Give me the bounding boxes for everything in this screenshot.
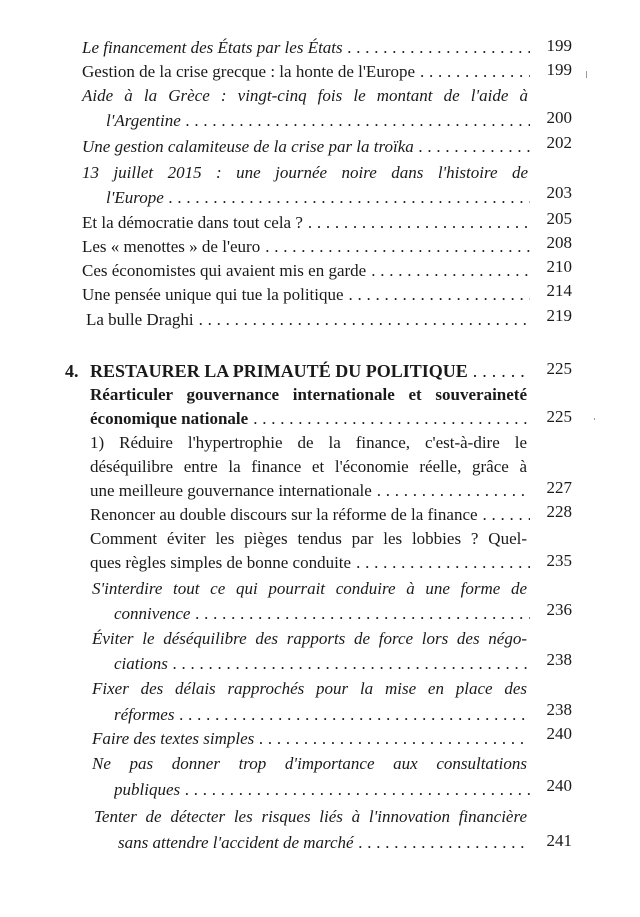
toc-entry — [82, 283, 530, 307]
leader-dots — [180, 778, 530, 802]
toc-entry-title: Renoncer au double discours sur la réforme de la finance — [90, 505, 478, 524]
toc-entry-line: Aide à la Grèce : vingt-cinq fois le montant de l'aide à — [82, 86, 528, 105]
leader-dots — [164, 186, 530, 210]
toc-page-number: 214 — [546, 281, 572, 300]
toc-entry-line: S'interdire tout ce qui pourrait conduire à une forme de — [92, 579, 527, 598]
toc-entry-title: Une gestion calamiteuse de la crise par la troïka — [82, 137, 414, 156]
toc-entry — [106, 186, 530, 210]
toc-entry — [90, 551, 530, 575]
toc-entry — [106, 109, 530, 133]
leader-dots — [366, 259, 530, 283]
toc-page-number: 208 — [546, 233, 572, 252]
toc-page-number: 202 — [546, 133, 572, 152]
toc-page-number: 203 — [546, 183, 572, 202]
chapter-page-number: 225 — [546, 359, 572, 378]
leader-dots — [478, 503, 530, 527]
leader-dots — [414, 135, 530, 159]
leader-dots — [174, 703, 530, 727]
leader-dots — [168, 652, 530, 676]
toc-page-number: 238 — [546, 700, 572, 719]
toc-page-number: 238 — [546, 650, 572, 669]
toc-entry-title: une meilleure gouvernance internationale — [90, 481, 372, 500]
toc-page-number: 240 — [546, 724, 572, 743]
chapter-heading — [90, 359, 530, 383]
toc-page-number: 219 — [546, 306, 572, 325]
leader-dots — [190, 602, 530, 626]
toc-entry — [90, 503, 530, 527]
toc-entry-title: Et la démocratie dans tout cela ? — [82, 213, 303, 232]
toc-entry — [90, 407, 530, 431]
toc-entry-title: Une pensée unique qui tue la politique — [82, 285, 344, 304]
toc-entry-title: ques règles simples de bonne conduite — [90, 553, 352, 572]
toc-page-number: 236 — [546, 600, 572, 619]
toc-page-number: 228 — [546, 502, 572, 521]
toc-entry-title: Le financement des États par les États — [82, 38, 343, 57]
toc-page-number: 235 — [546, 551, 572, 570]
toc-entry-line: 13 juillet 2015 : une journée noire dans l'histoire de — [82, 163, 528, 182]
toc-page-number: 225 — [546, 407, 572, 426]
toc-entry-title: réformes — [114, 705, 175, 724]
toc-entry-title: publiques — [114, 780, 181, 799]
toc-page-number: 227 — [546, 478, 572, 497]
toc-page-number: 205 — [546, 209, 572, 228]
toc-entry — [114, 778, 530, 802]
toc-entry-line: déséquilibre entre la finance et l'économie réelle, grâce à — [90, 457, 527, 476]
leader-dots — [260, 235, 530, 259]
toc-page-number: 199 — [546, 60, 572, 79]
toc-page-number: 200 — [546, 108, 572, 127]
toc-entry-title: connivence — [114, 604, 191, 623]
toc-entry — [82, 211, 530, 235]
leader-dots — [343, 36, 530, 60]
toc-entry-line: Réarticuler gouvernance internationale et souveraineté — [90, 385, 527, 404]
toc-entry-line: Éviter le déséquilibre des rapports de force lors des négo- — [92, 629, 527, 648]
toc-entry — [82, 259, 530, 283]
leader-dots — [344, 283, 530, 307]
toc-page-number: 240 — [546, 776, 572, 795]
toc-entry-title: ciations — [114, 654, 168, 673]
toc-entry-line: 1) Réduire l'hypertrophie de la finance, c'est-à-dire le — [90, 433, 527, 452]
toc-entry — [86, 308, 530, 332]
toc-entry — [90, 479, 530, 503]
toc-entry-title: Les « menottes » de l'euro — [82, 237, 261, 256]
leader-dots — [372, 479, 530, 503]
toc-entry-line: Ne pas donner trop d'importance aux consultations — [92, 754, 527, 773]
toc-page-number: 241 — [546, 831, 572, 850]
toc-entry-title: La bulle Draghi — [86, 310, 194, 329]
toc-page-number: 199 — [546, 36, 572, 55]
toc-entry — [114, 703, 530, 727]
toc-entry — [92, 727, 530, 751]
toc-entry — [82, 36, 530, 60]
leader-dots — [468, 359, 530, 383]
toc-entry-line: Tenter de détecter les risques liés à l'innovation financière — [94, 807, 527, 826]
toc-entry-line: Comment éviter les pièges tendus par les lobbies ? Quel- — [90, 529, 527, 548]
toc-entry — [114, 602, 530, 626]
toc-entry — [82, 60, 530, 84]
toc-entry-title: Ces économistes qui avaient mis en garde — [82, 261, 367, 280]
leader-dots — [351, 551, 530, 575]
leader-dots — [248, 407, 530, 431]
toc-entry — [82, 135, 530, 159]
toc-entry-line: Fixer des délais rapprochés pour la mise en place des — [92, 679, 527, 698]
toc-entry-title: l'Europe — [106, 188, 164, 207]
toc-entry-title: sans attendre l'accident de marché — [118, 833, 354, 852]
toc-entry-title: Gestion de la crise grecque : la honte de l'Europe — [82, 62, 416, 81]
scan-artifact — [594, 418, 595, 420]
toc-entry-title: économique nationale — [90, 409, 249, 428]
leader-dots — [181, 109, 530, 133]
toc-entry — [114, 652, 530, 676]
toc-entry — [82, 235, 530, 259]
leader-dots — [194, 308, 530, 332]
chapter-number: 4. — [65, 361, 79, 381]
chapter-title: RESTAURER LA PRIMAUTÉ DU POLITIQUE — [90, 361, 468, 381]
leader-dots — [303, 211, 530, 235]
leader-dots — [354, 831, 530, 855]
toc-entry-title: l'Argentine — [106, 111, 181, 130]
leader-dots — [254, 727, 530, 751]
toc-entry-title: Faire des textes simples — [92, 729, 255, 748]
scan-artifact — [586, 71, 587, 78]
toc-page-number: 210 — [546, 257, 572, 276]
toc-entry — [118, 831, 530, 855]
leader-dots — [415, 60, 530, 84]
